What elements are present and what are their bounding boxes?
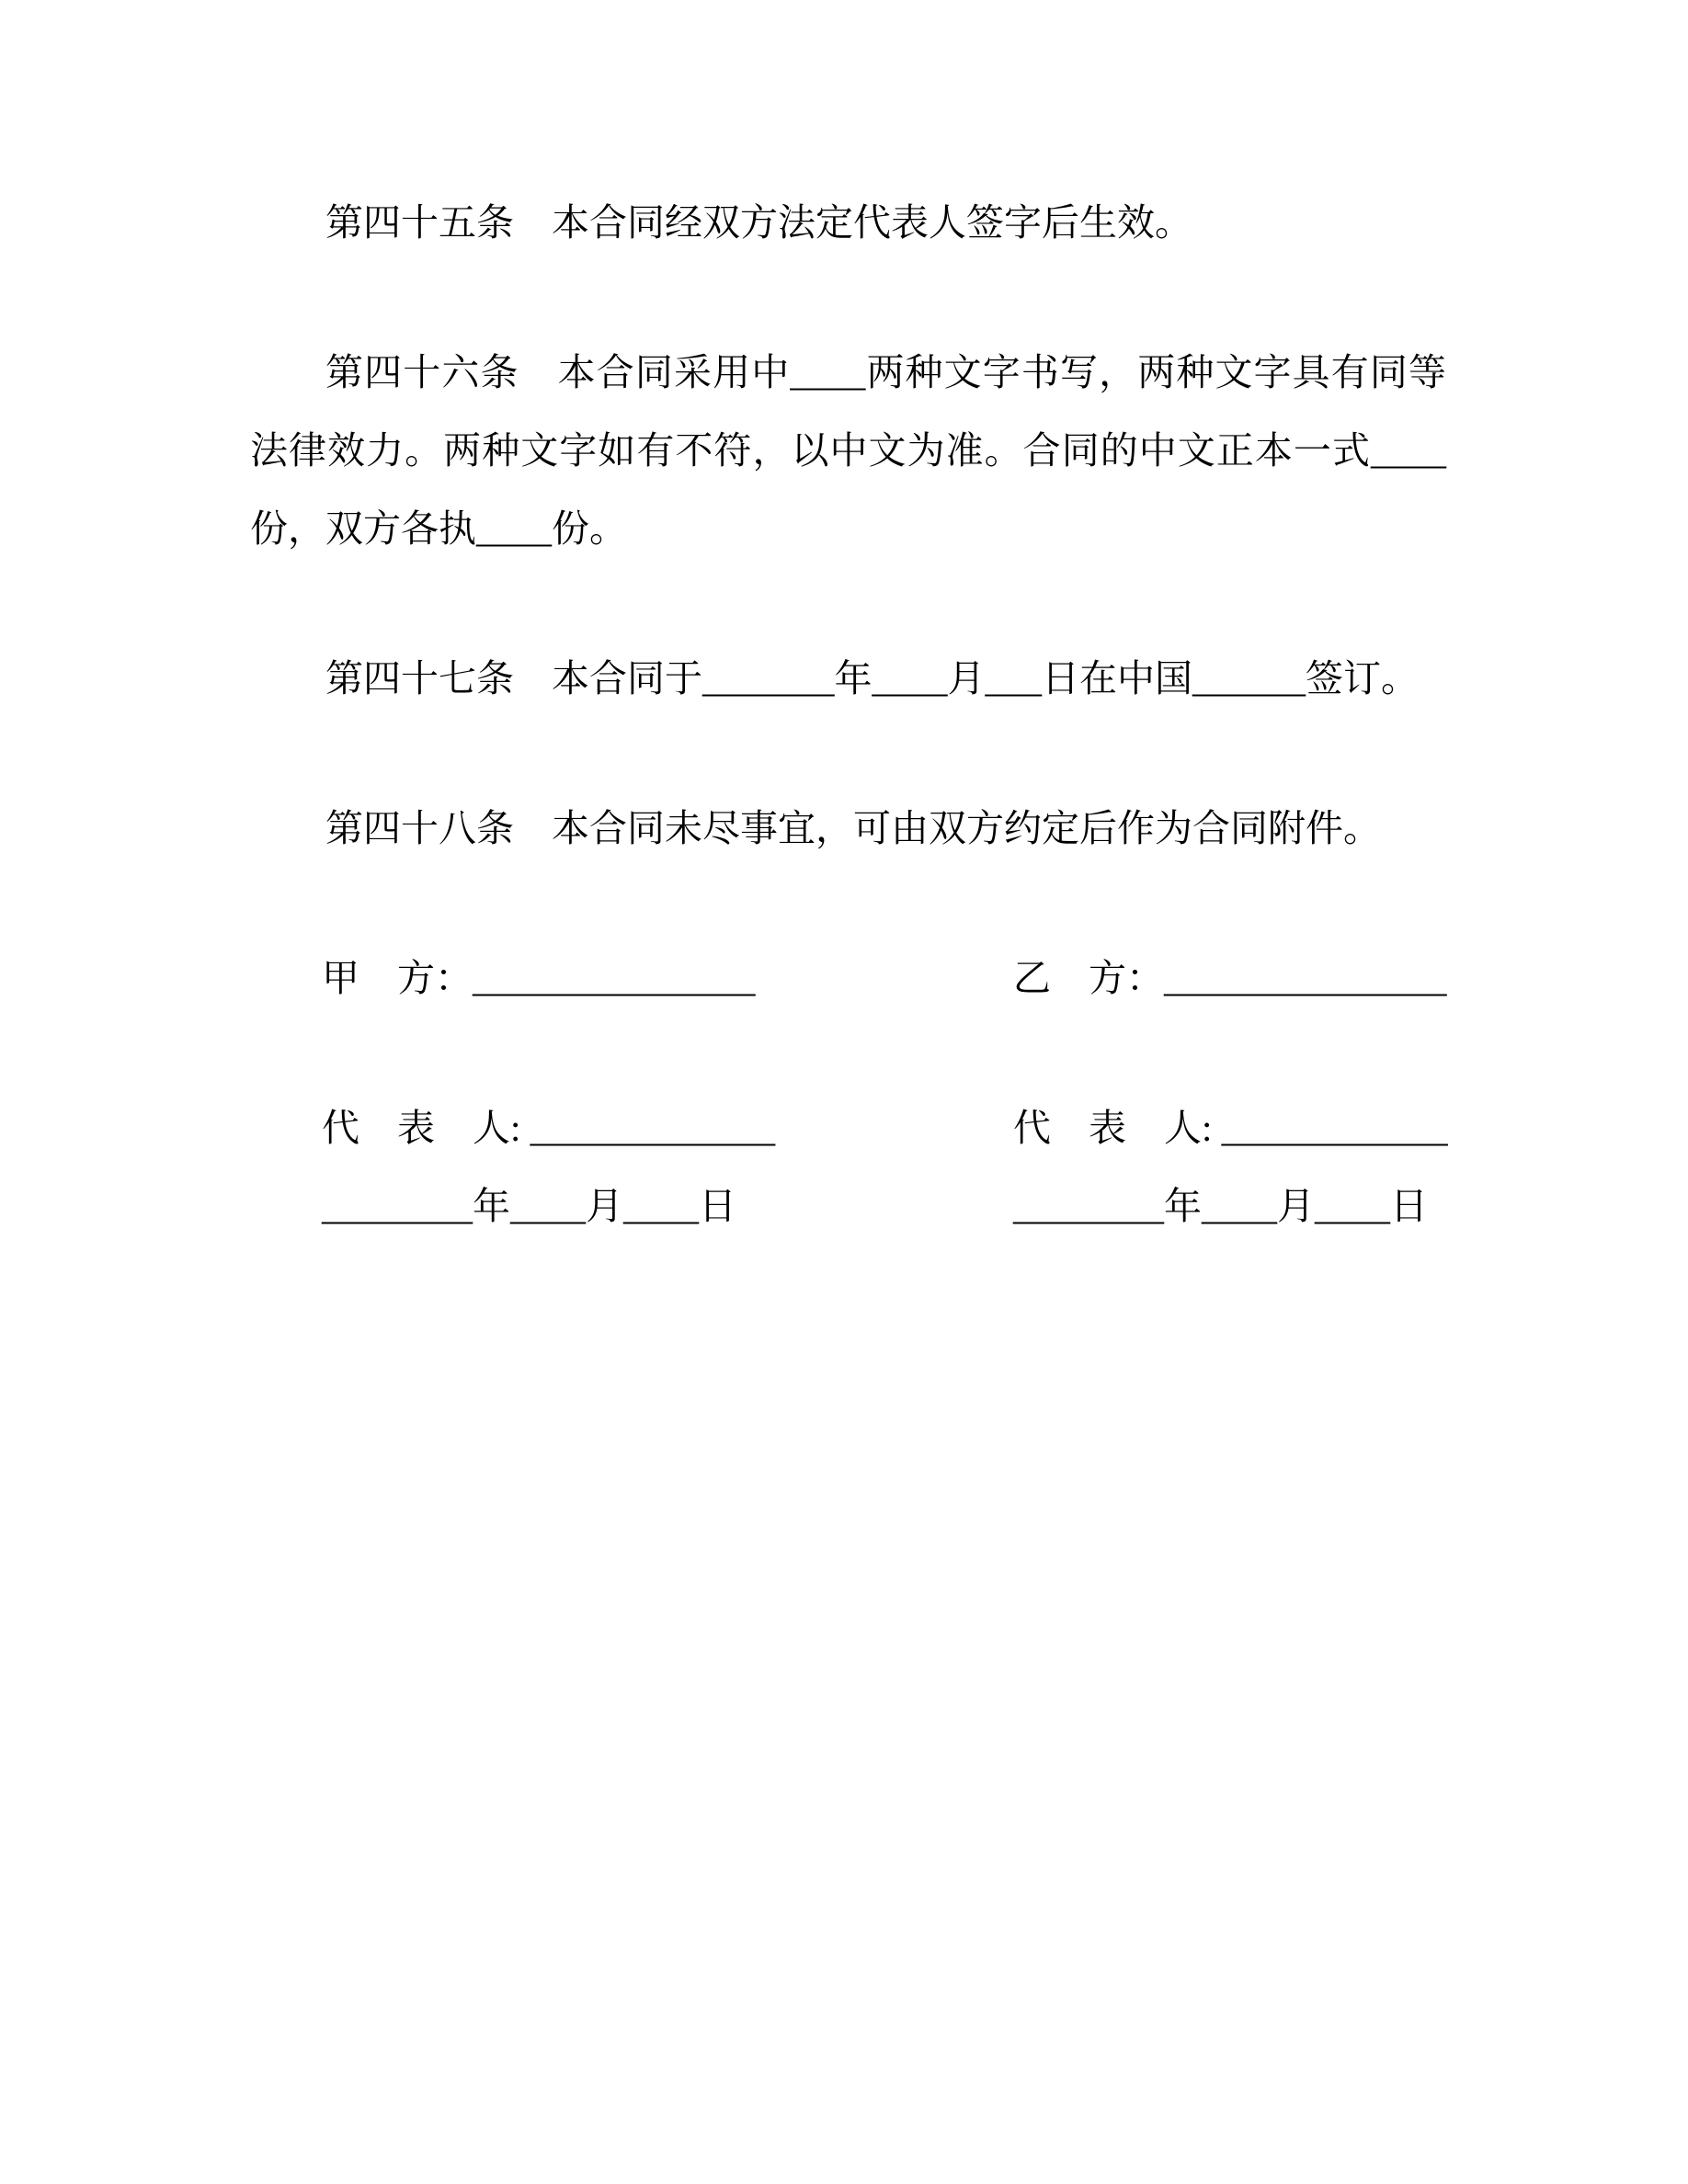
- date-line-b: ________年____月____日: [1013, 1185, 1428, 1227]
- signature-block: [250, 939, 1446, 1246]
- party-a-line: [322, 939, 1013, 1018]
- representative-b-line: [1013, 1089, 1448, 1167]
- party-a-blank-line: _______________: [473, 957, 756, 999]
- party-b-blank-line: _______________: [1164, 957, 1447, 999]
- representative-a-label: 代 表 人:: [322, 1107, 521, 1149]
- representative-b-label: 代 表 人:: [1013, 1107, 1213, 1149]
- clause-paragraph-46: 第四十六条 本合同采用中____两种文字书写，两种文字具有同等法律效力。两种文字如有不符，以中文为准。合同的中文正本一式____份，双方各执____份。: [250, 351, 1446, 550]
- representative-b-blank-line: ____________: [1212, 1107, 1448, 1149]
- party-b-line: [1013, 939, 1448, 1018]
- clause-paragraph-48: 第四十八条 本合同未尽事宜，可由双方约定后作为合同附件。: [325, 807, 1381, 849]
- signature-column-party-a: [250, 939, 1013, 1246]
- representative-a-blank-line: _____________: [520, 1107, 776, 1149]
- clause-paragraph-45: 第四十五条 本合同经双方法定代表人签字后生效。: [325, 201, 1192, 244]
- party-a-label: 甲 方：: [322, 957, 473, 999]
- representative-a-line: [322, 1089, 1013, 1167]
- signature-column-party-b: [1013, 939, 1448, 1246]
- date-line-a: ________年____月____日: [322, 1185, 736, 1227]
- party-b-label: 乙 方：: [1013, 957, 1164, 999]
- clause-paragraph-47: 第四十七条 本合同于_______年____月___日在中国______签订。: [325, 657, 1419, 700]
